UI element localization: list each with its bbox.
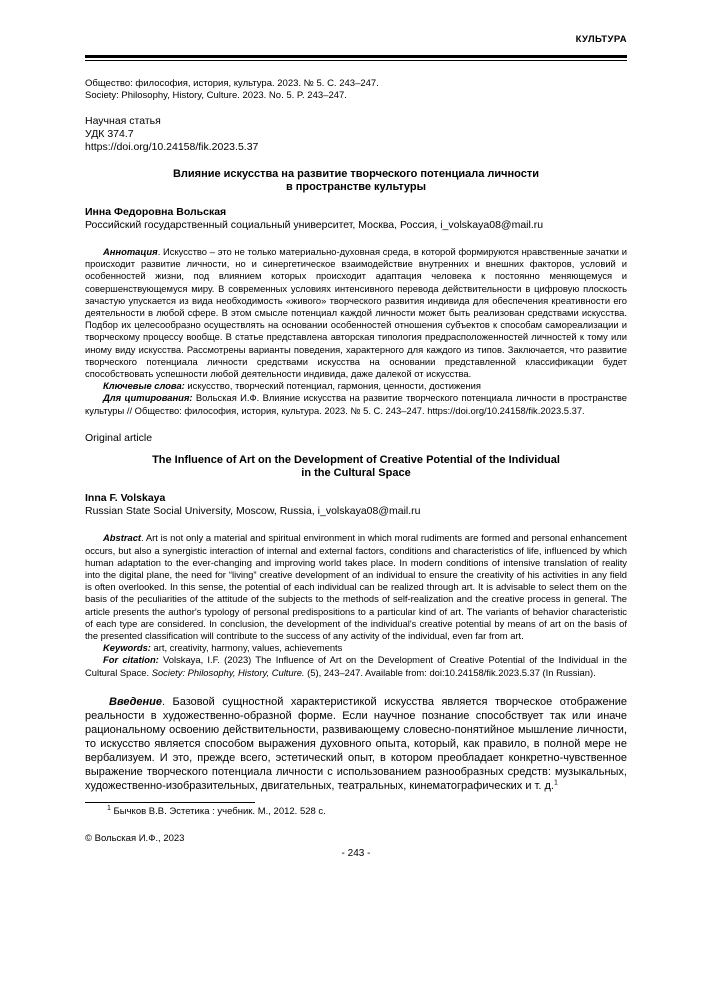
citation-ru-paragraph [85, 392, 627, 416]
author-affiliation-ru: Российский государственный социальный университет, Москва, Россия, i_volskaya08@mail.ru [85, 218, 544, 231]
footnote-marker: 1 [107, 804, 111, 812]
page-number: - 243 - [341, 847, 371, 859]
author-block-en [85, 492, 627, 517]
journal-reference-block [85, 78, 627, 102]
footnote-text: Бычков В.В. Эстетика : учебник. М., 2012. 528 с. [110, 805, 326, 817]
article-title-ru-line2: в пространстве культуры [285, 181, 427, 193]
citation-en-text-post: (5), 243–247. Available from: doi:10.24158/fik.2023.5.37 (In Russian). [304, 666, 596, 678]
citation-en-journal-name: Society: Philosophy, History, Culture. [151, 666, 305, 678]
abstract-en-paragraph [85, 532, 627, 642]
author-block-ru [85, 206, 627, 231]
section-label: КУЛЬТУРА [575, 34, 627, 45]
doi-url: https://doi.org/10.24158/fik.2023.5.37 [85, 141, 259, 153]
article-title-en [85, 454, 627, 480]
article-body [85, 695, 627, 793]
article-title-en-line1: The Influence of Art on the Development of Creative Potential of the Individual [152, 454, 560, 467]
citation-en-text-pre: Volskaya, I.F. (2023) The Influence of Art on the Development of Creative Potential of the Individual in the Cultural Space. [85, 654, 627, 678]
citation-ru-label: Для цитирования: [103, 392, 193, 404]
abstract-ru-text: . Искусство – это не только материально-духовная среда, в которой формируются нравственные зачатки и происходит развитие личности, но и синергетическое взаимодействие внутренних и внешних факторов, условий и особенностей жизни, под влиянием которых происходит адаптация человека к постоянно меняющемуся и совершенствующемуся миру. В современных условиях интенсивного перевода действительности в цифровую плоскость зачастую упускается из вида необходимость «живого» творческого развития индивида для обеспечения креативности его деятельности в любой сфере. В этом смысле потенциал каждой личности может быть реализован средствами искусства. Подбор их целесообразно осуществлять на основании особенностей отношения субъектов к способам самореализации и творческому процессу вообще. В статье представлена авторская типология предрасположенностей личностей к тому или иному виду искусства. Рассмотрены варианты поведения, характерного для каждого из типов. Заключается, что развитие творческого потенциала личности средствами искусства на основании представленной классификации будет способствовать успешности любой деятельности индивида, даже далекой от искусства. [85, 246, 627, 380]
running-head [85, 34, 627, 46]
article-meta-block [85, 115, 627, 154]
article-title-ru-line1: Влияние искусства на развитие творческого потенциала личности [172, 168, 540, 180]
article-type-en: Original article [85, 431, 153, 444]
introduction-paragraph [85, 695, 627, 793]
footnote [85, 806, 627, 818]
author-affiliation-en: Russian State Social University, Moscow, Russia, i_volskaya08@mail.ru [85, 504, 421, 517]
abstract-ru-paragraph [85, 246, 627, 380]
keywords-ru-paragraph [85, 380, 627, 392]
keywords-ru-label: Ключевые слова: [103, 380, 185, 392]
keywords-en-label: Keywords: [103, 642, 151, 654]
copyright-line: © Вольская И.Ф., 2023 [85, 832, 185, 844]
citation-en-label: For citation: [103, 654, 159, 666]
abstract-ru-label: Аннотация [103, 246, 158, 257]
footnote-reference: 1 [553, 779, 558, 787]
author-name-en: Inna F. Volskaya [85, 492, 166, 505]
article-type-ru: Научная статья [85, 115, 161, 127]
abstract-en-text: . Art is not only a material and spiritual environment in which moral rudiments are formed and personal enhancement occurs, but also a synergistic interaction of internal and external factors, conditions and characteristics of life, influenced by which human adaptation to the ever-changing and improving world takes place. In modern conditions of intensive translation of reality into the digital plane, the need for “living” creative development of an individual to ensure the creativity of his activities in any field is often overlooked. In this sense, the potential of each individual can be realized through art. It is advisable to select them on the basis of the peculiarities of the attitude of the subjects to the methods of self-realization and the creative process in general. The article presents the author's typology of personal predispositions to a particular kind of art. The variants of behavior characteristic of each type are considered. In conclusion, the development of the individual's creative potential by means of art on the basis of the presented classification will contribute to the success of any activity of the individual, even far from art. [85, 532, 627, 641]
journal-ref-en: Society: Philosophy, History, Culture. 2023. No. 5. P. 243–247. [85, 90, 347, 101]
header-rule [85, 55, 627, 61]
footnote-separator [85, 802, 255, 803]
abstract-en-label: Abstract [103, 532, 142, 544]
abstract-block-en [85, 532, 627, 678]
introduction-text: . Базовой сущностной характеристикой искусства является творческое отображение реальности в художественно-образной форме. Если научное познание способствует так или иначе рациональному освоению действительности, развивающему словесно-понятийное мышление личности, то искусство является способом выражения духовного опыта, который, как правило, в полной мере не вербализуем. И это, прежде всего, эстетический опыт, в котором преобладает конкретно-чувственное выражение творческого потенциала личности с использованием разнообразных средств: музыкальных, художественно-изобразительных, двигательных, театральных, кинематографических и т. д. [85, 695, 627, 792]
keywords-ru-text: искусство, творческий потенциал, гармония, ценности, достижения [184, 380, 481, 392]
journal-ref-ru: Общество: философия, история, культура. 2023. № 5. С. 243–247. [85, 78, 379, 89]
author-name-ru: Инна Федоровна Вольская [85, 206, 227, 218]
keywords-en-paragraph [85, 642, 627, 654]
abstract-block-ru [85, 246, 627, 417]
article-title-ru [85, 168, 627, 194]
citation-ru-text: Вольская И.Ф. Влияние искусства на развитие творческого потенциала личности в пространстве культуры // Общество: философия, история, культура. 2023. № 5. С. 243–247. https://doi.org/10.24158/fik.2023.5.37. [85, 392, 627, 416]
keywords-en-text: art, creativity, harmony, values, achievements [150, 642, 343, 654]
udc-code: УДК 374.7 [85, 128, 134, 140]
citation-en-paragraph [85, 654, 627, 678]
article-title-en-line2: in the Cultural Space [301, 467, 411, 480]
introduction-label: Введение [109, 695, 162, 708]
